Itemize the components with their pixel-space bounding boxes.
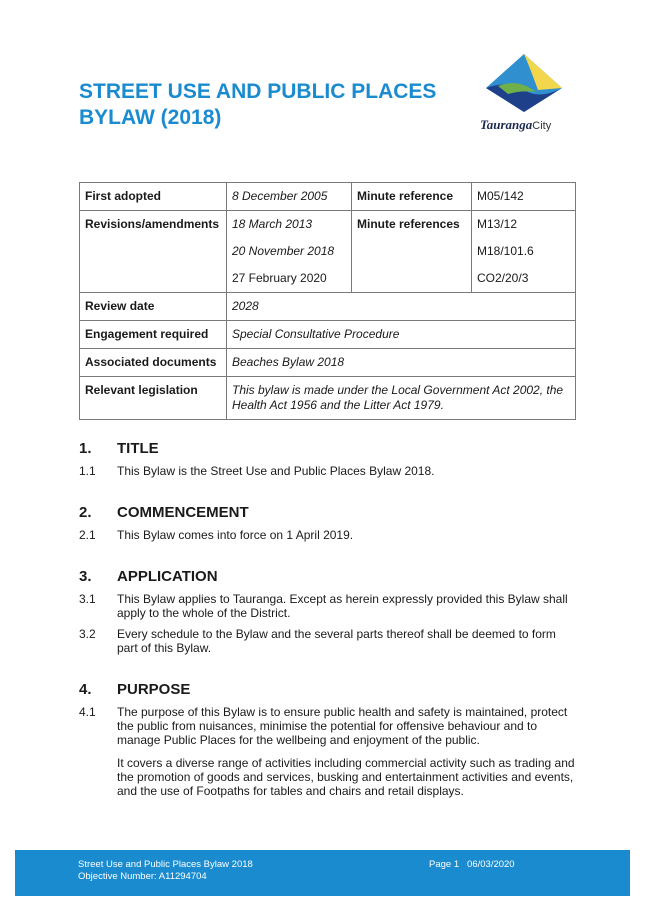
table-row bbox=[80, 349, 576, 377]
table-row bbox=[80, 293, 576, 321]
clause-text: The purpose of this Bylaw is to ensure public health and safety is maintained, protect the public from nuisances, minimise the potential for offensive behaviour and to manage Public Places for the wellbeing and enjoyment of the public. bbox=[117, 705, 568, 747]
table-row bbox=[80, 377, 576, 420]
footer-doc-title: Street Use and Public Places Bylaw 2018 bbox=[78, 859, 253, 870]
clause-number: 2.1 bbox=[79, 528, 96, 542]
section-purpose bbox=[79, 681, 579, 798]
engagement-label: Engagement required bbox=[80, 321, 227, 349]
section-number: 3. bbox=[79, 568, 92, 585]
bylaw-info-table bbox=[79, 182, 576, 420]
clause bbox=[79, 627, 579, 655]
minute-references-label: Minute references bbox=[352, 211, 472, 293]
section-heading bbox=[79, 440, 579, 458]
revision-dates bbox=[227, 211, 352, 293]
review-date-value: 2028 bbox=[227, 293, 576, 321]
document-title: STREET USE AND PUBLIC PLACES BYLAW (2018) bbox=[79, 80, 437, 129]
section-heading-text: APPLICATION bbox=[117, 568, 218, 585]
section-heading bbox=[79, 568, 579, 586]
section-heading bbox=[79, 681, 579, 699]
section-commencement bbox=[79, 504, 579, 542]
clause bbox=[79, 592, 579, 620]
revision-date: 18 March 2013 bbox=[232, 217, 313, 231]
logo-name: Tauranga bbox=[480, 117, 533, 132]
relevant-legislation-value: This bylaw is made under the Local Government Act 2002, the Health Act 1956 and the Litter Act 1979. bbox=[227, 377, 576, 420]
section-number: 4. bbox=[79, 681, 92, 698]
revision-date: 27 February 2020 bbox=[232, 271, 327, 285]
associated-documents-label: Associated documents bbox=[80, 349, 227, 377]
section-number: 1. bbox=[79, 440, 92, 457]
section-heading-text: COMMENCEMENT bbox=[117, 504, 249, 521]
clause-text: This Bylaw is the Street Use and Public Places Bylaw 2018. bbox=[117, 464, 435, 478]
logo-suffix: City bbox=[532, 120, 552, 132]
table-row bbox=[80, 183, 576, 211]
clause bbox=[79, 705, 579, 747]
revision-date: 20 November 2018 bbox=[232, 244, 335, 258]
footer-left bbox=[78, 859, 253, 883]
clause bbox=[79, 528, 579, 542]
clause-text: This Bylaw comes into force on 1 April 2019. bbox=[117, 528, 354, 542]
footer-page-number: Page 1 bbox=[429, 859, 460, 870]
revision-minutes bbox=[472, 211, 576, 293]
clause-number: 1.1 bbox=[79, 464, 96, 478]
clause bbox=[79, 464, 579, 478]
engagement-value: Special Consultative Procedure bbox=[227, 321, 576, 349]
revision-minute: M18/101.6 bbox=[477, 244, 534, 258]
table-row bbox=[80, 211, 576, 293]
first-adopted-value: 8 December 2005 bbox=[227, 183, 352, 211]
minute-reference-value: M05/142 bbox=[472, 183, 576, 211]
page-footer bbox=[15, 850, 630, 896]
section-heading-text: PURPOSE bbox=[117, 681, 191, 698]
revision-minute: CO2/20/3 bbox=[477, 271, 529, 285]
section-number: 2. bbox=[79, 504, 92, 521]
footer-right bbox=[429, 859, 515, 871]
paragraph: It covers a diverse range of activities including commercial activity such as trading and the promotion of goods and services, busking and entertainment activities and events, and the use of Footpaths for tables and chairs and retail displays. bbox=[117, 756, 575, 798]
footer-objective-number: Objective Number: A11294704 bbox=[78, 871, 207, 882]
table-row bbox=[80, 321, 576, 349]
clause-text: Every schedule to the Bylaw and the several parts thereof shall be deemed to form part of this Bylaw. bbox=[117, 627, 556, 655]
section-heading bbox=[79, 504, 579, 522]
minute-reference-label: Minute reference bbox=[352, 183, 472, 211]
clause-number: 4.1 bbox=[79, 705, 96, 719]
section-application bbox=[79, 568, 579, 655]
clause-number: 3.2 bbox=[79, 627, 96, 641]
section-heading-text: TITLE bbox=[117, 440, 159, 457]
revision-minute: M13/12 bbox=[477, 217, 518, 231]
footer-date: 06/03/2020 bbox=[467, 859, 515, 870]
revisions-label: Revisions/amendments bbox=[80, 211, 227, 293]
clause-number: 3.1 bbox=[79, 592, 96, 606]
section-title bbox=[79, 440, 579, 478]
first-adopted-label: First adopted bbox=[80, 183, 227, 211]
relevant-legislation-label: Relevant legislation bbox=[80, 377, 227, 420]
clause-text: This Bylaw applies to Tauranga. Except as herein expressly provided this Bylaw shall apply to the whole of the District. bbox=[117, 592, 568, 620]
review-date-label: Review date bbox=[80, 293, 227, 321]
logo-wordmark bbox=[480, 117, 572, 133]
associated-documents-value: Beaches Bylaw 2018 bbox=[227, 349, 576, 377]
